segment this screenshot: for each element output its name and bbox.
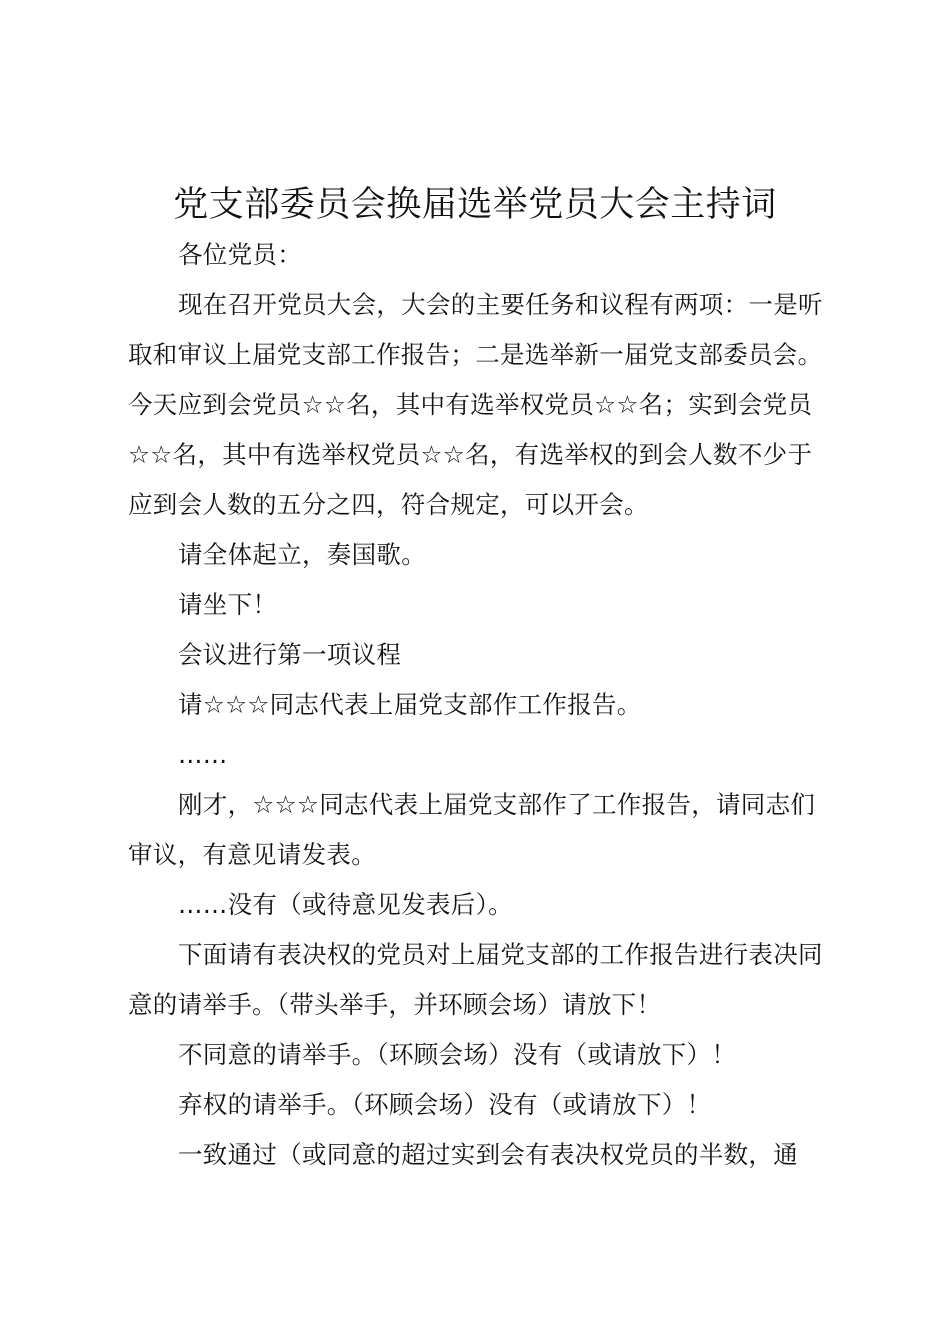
salutation: 各位党员： — [178, 240, 302, 269]
vote-result: 一致通过（或同意的超过实到会有表决权党员的半数，通 — [178, 1140, 798, 1169]
agenda-item-one: 会议进行第一项议程 — [178, 640, 402, 669]
vote-against: 不同意的请举手。（环顾会场）没有（或请放下）！ — [178, 1040, 737, 1069]
sit-instruction: 请坐下！ — [178, 590, 278, 619]
anthem-instruction: 请全体起立，奏国歌。 — [178, 540, 426, 569]
ellipsis-line: …… — [178, 740, 228, 769]
opening-paragraph: 现在召开党员大会，大会的主要任务和议程有两项：一是听取和审议上届党支部工作报告；二是选举新一届党支部委员会。今天应到会党员☆☆名，其中有选举权党员☆☆名；实到会党员☆☆名，其中有选举权党员☆☆名，有选举权的到会人数不少于应到会人数的五分之四，符合规定，可以开会。 — [128, 290, 823, 519]
vote-abstain: 弃权的请举手。（环顾会场）没有（或请放下）！ — [178, 1090, 712, 1119]
review-request: 刚才，☆☆☆同志代表上届党支部作了工作报告，请同志们审议，有意见请发表。 — [128, 790, 816, 869]
report-request: 请☆☆☆同志代表上届党支部作工作报告。 — [178, 690, 642, 719]
document-title: 党支部委员会换届选举党员大会主持词 — [173, 185, 777, 225]
vote-call: 下面请有表决权的党员对上届党支部的工作报告进行表决同意的请举手。（带头举手，并环顾会场）请放下！ — [128, 940, 823, 1019]
document-body — [128, 230, 834, 1180]
no-opinion-line: ……没有（或待意见发表后）。 — [178, 890, 513, 919]
